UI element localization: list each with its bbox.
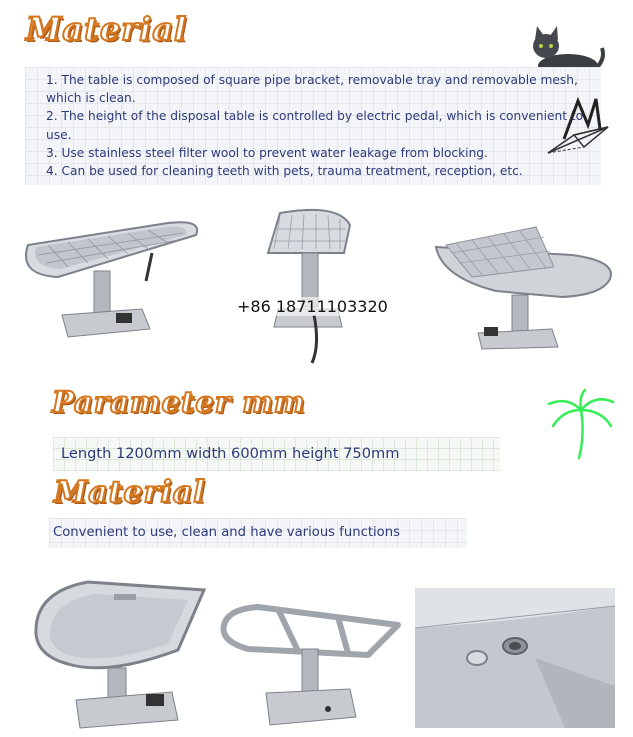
palm-tree-icon [545, 388, 617, 460]
feature-item: 4. Can be used for cleaning teeth with pets, trauma treatment, reception, etc. [46, 164, 523, 179]
product-photo-open-frame [218, 585, 410, 735]
material-heading-2: Material [54, 475, 206, 510]
product-photo-tray-table [432, 215, 617, 350]
summary-text: Convenient to use, clean and have various functions [53, 525, 400, 540]
product-photo-tray-frame [28, 572, 218, 734]
parameter-box [53, 437, 500, 471]
summary-box [49, 518, 467, 548]
features-box [25, 67, 601, 185]
feature-item: 1. The table is composed of square pipe bracket, removable tray and removable mesh, which is clean. [46, 73, 578, 106]
dimensions-text: Length 1200mm width 600mm height 750mm [61, 445, 400, 462]
product-photo-narrow-table [258, 205, 358, 365]
paper-plane-icon [544, 95, 614, 159]
product-photo-drain-closeup [415, 588, 615, 728]
feature-item: 3. Use stainless steel filter wool to prevent water leakage from blocking. [46, 145, 488, 160]
parameter-heading: Parameter mm [52, 385, 306, 419]
feature-item: 2. The height of the disposal table is controlled by electric pedal, which is convenient to use. [46, 109, 584, 142]
material-heading: Material [26, 10, 188, 48]
product-photo-mesh-table [18, 205, 208, 345]
contact-phone: +86 18711103320 [237, 297, 388, 316]
